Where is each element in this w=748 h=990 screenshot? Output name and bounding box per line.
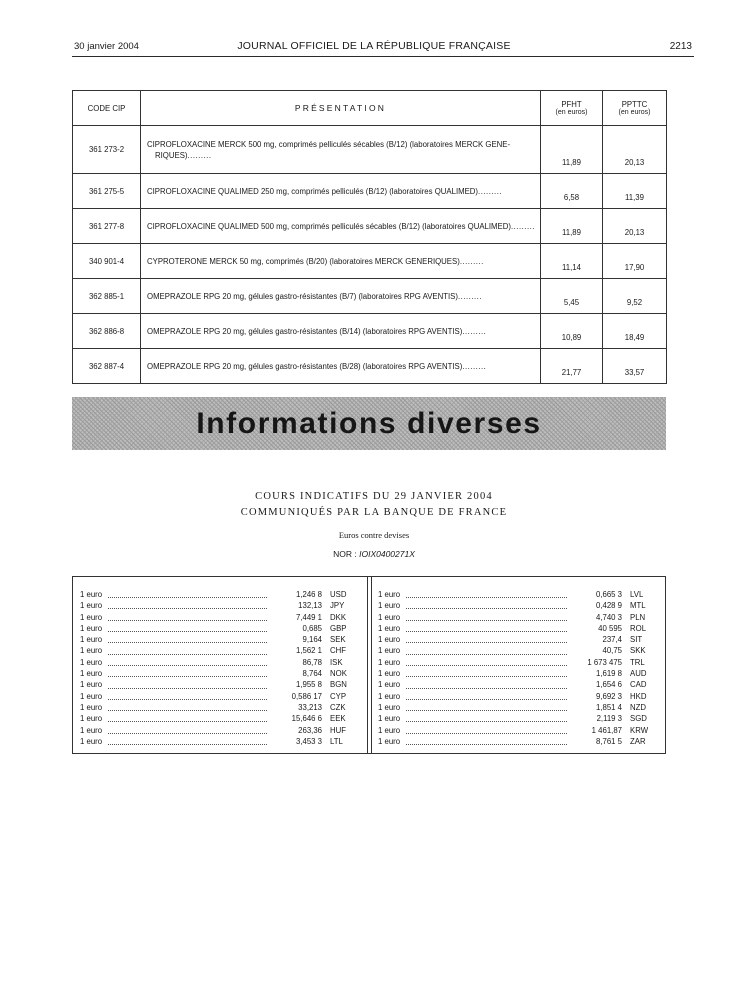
rate-value: 15,646 6	[291, 714, 322, 724]
currency-code: NOK	[330, 669, 347, 679]
dot-leader	[406, 738, 567, 745]
rate-unit: 1 euro	[378, 714, 401, 724]
rate-row	[80, 589, 356, 600]
rate-value: 3,453 3	[295, 736, 322, 746]
currency-code: ISK	[330, 657, 343, 667]
dot-leader	[406, 625, 567, 632]
currency-code: JPY	[330, 601, 345, 611]
column-header-presentation: PRÉSENTATION	[141, 91, 541, 126]
pfht-value: 11,14	[541, 244, 603, 279]
presentation-cell	[141, 279, 541, 314]
table-row	[73, 126, 667, 174]
currency-code: LTL	[330, 736, 343, 746]
dot-leader	[406, 591, 567, 598]
dot-leader	[406, 704, 567, 711]
pfht-value: 5,45	[541, 279, 603, 314]
currency-code: BGN	[330, 680, 347, 690]
ppttc-value: 17,90	[603, 244, 667, 279]
rate-value: 263,36	[298, 725, 322, 735]
rate-unit: 1 euro	[80, 725, 103, 735]
rate-value: 40,75	[602, 646, 622, 656]
rate-value: 9,164	[302, 635, 322, 645]
rate-row	[378, 623, 656, 634]
rate-row	[378, 736, 656, 747]
rate-unit: 1 euro	[80, 623, 103, 633]
nor-ref: IOIX0400271X	[359, 549, 415, 559]
currency-code: SKK	[630, 646, 646, 656]
rate-row	[80, 713, 356, 724]
rate-row	[378, 668, 656, 679]
rate-value: 0,586 17	[291, 691, 322, 701]
column-header-code: CODE CIP	[73, 91, 141, 126]
rate-row	[378, 600, 656, 611]
pfht-label: PFHT	[561, 100, 582, 109]
rate-value: 9,692 3	[595, 691, 622, 701]
dot-leader	[108, 704, 267, 711]
table-row	[73, 349, 667, 384]
rate-row	[80, 634, 356, 645]
rate-value: 1,246 8	[295, 590, 322, 599]
dot-leader: .........	[457, 291, 482, 301]
rates-column-left	[80, 589, 356, 747]
dot-leader	[108, 591, 267, 598]
rate-row	[80, 600, 356, 611]
presentation-cell	[141, 209, 541, 244]
rate-value: 7,449 1	[295, 612, 322, 622]
rate-unit: 1 euro	[378, 646, 401, 656]
dot-leader	[406, 636, 567, 643]
rate-value: 40 595	[598, 623, 622, 633]
rate-unit: 1 euro	[378, 612, 401, 622]
rate-unit: 1 euro	[80, 590, 103, 599]
pfht-value: 21,77	[541, 349, 603, 384]
rate-row	[378, 634, 656, 645]
column-header-pfht	[541, 91, 603, 126]
rate-value: 0,685	[302, 623, 322, 633]
rate-row	[80, 657, 356, 668]
banner-title: Informations diverses	[196, 407, 542, 440]
pfht-value: 6,58	[541, 174, 603, 209]
rate-unit: 1 euro	[378, 725, 401, 735]
ppttc-label: PPTTC	[621, 100, 648, 109]
cip-code: 362 887-4	[73, 349, 141, 384]
currency-code: HUF	[330, 725, 347, 735]
dot-leader	[406, 670, 567, 677]
rate-value: 1,619 8	[595, 669, 622, 679]
rate-row	[80, 668, 356, 679]
currency-code: DKK	[330, 612, 347, 622]
presentation-line2: RIQUES)	[155, 150, 188, 160]
dot-leader	[108, 715, 267, 722]
presentation-line1: CIPROFLOXACINE QUALIMED 250 mg, comprimés pelliculés (B/12) (laboratoires QUALIMED)	[147, 186, 479, 196]
dot-leader	[108, 625, 267, 632]
currency-code: NZD	[630, 702, 647, 712]
rate-unit: 1 euro	[378, 590, 401, 599]
table-row	[73, 279, 667, 314]
presentation-line1: CIPROFLOXACINE MERCK 500 mg, comprimés pelliculés sécables (B/12) (laboratoires MERCK GENE-	[147, 139, 511, 149]
rate-row	[80, 645, 356, 656]
currency-code: CAD	[630, 680, 647, 690]
presentation-line1: CIPROFLOXACINE QUALIMED 500 mg, comprimés pelliculés sécables (B/12) (laboratoires QUALIMED)	[147, 221, 511, 231]
presentation-cell	[141, 174, 541, 209]
nor-reference	[0, 549, 748, 559]
rate-value: 0,665 3	[595, 590, 622, 599]
cip-code: 362 885-1	[73, 279, 141, 314]
rate-value: 132,13	[298, 601, 322, 611]
rate-value: 4,740 3	[595, 612, 622, 622]
rate-unit: 1 euro	[378, 736, 401, 746]
ppttc-unit: (en euros)	[618, 109, 651, 116]
currency-code: USD	[330, 590, 347, 599]
rate-unit: 1 euro	[378, 680, 401, 690]
rate-unit: 1 euro	[80, 646, 103, 656]
dot-leader: .........	[459, 256, 484, 266]
dot-leader: .........	[462, 361, 487, 371]
rate-unit: 1 euro	[80, 669, 103, 679]
rate-row	[378, 679, 656, 690]
dot-leader	[108, 636, 267, 643]
currency-code: CYP	[330, 691, 347, 701]
column-header-ppttc	[603, 91, 667, 126]
rate-unit: 1 euro	[378, 702, 401, 712]
table-row	[73, 209, 667, 244]
journal-title: JOURNAL OFFICIEL DE LA RÉPUBLIQUE FRANÇAISE	[237, 40, 511, 52]
ppttc-value: 11,39	[603, 174, 667, 209]
dot-leader: .........	[187, 150, 212, 160]
currency-code: SGD	[630, 714, 647, 724]
currency-code: TRL	[630, 657, 645, 667]
currency-code: MTL	[630, 601, 646, 611]
rate-unit: 1 euro	[80, 702, 103, 712]
page-number: 2213	[669, 41, 692, 52]
rate-row	[378, 645, 656, 656]
dot-leader	[406, 715, 567, 722]
rates-heading-line1: COURS INDICATIFS DU 29 JANVIER 2004	[255, 491, 493, 502]
rate-row	[378, 725, 656, 736]
table-header-row	[73, 91, 667, 126]
dot-leader	[108, 602, 267, 609]
table-row	[73, 174, 667, 209]
presentation-cell	[141, 349, 541, 384]
ppttc-value: 20,13	[603, 209, 667, 244]
currency-code: SEK	[330, 635, 346, 645]
dot-leader	[108, 693, 267, 700]
currency-code: LVL	[630, 590, 644, 599]
rate-value: 1,955 8	[295, 680, 322, 690]
dot-leader: .........	[462, 326, 487, 336]
rate-row	[378, 657, 656, 668]
rate-value: 1 461,87	[591, 725, 622, 735]
ppttc-value: 18,49	[603, 314, 667, 349]
currency-code: PLN	[630, 612, 646, 622]
drug-price-table	[72, 90, 667, 384]
rate-row	[378, 691, 656, 702]
dot-leader	[108, 727, 267, 734]
rate-row	[80, 691, 356, 702]
presentation-line1: OMEPRAZOLE RPG 20 mg, gélules gastro-résistantes (B/14) (laboratoires RPG AVENTIS)	[147, 326, 463, 336]
rate-value: 33,213	[298, 702, 322, 712]
currency-code: KRW	[630, 725, 649, 735]
currency-code: SIT	[630, 635, 643, 645]
pfht-value: 10,89	[541, 314, 603, 349]
currency-code: AUD	[630, 669, 647, 679]
header-rule	[72, 56, 694, 57]
pfht-value: 11,89	[541, 126, 603, 174]
presentation-line1: OMEPRAZOLE RPG 20 mg, gélules gastro-résistantes (B/7) (laboratoires RPG AVENTIS)	[147, 291, 458, 301]
rate-row	[80, 679, 356, 690]
column-divider	[367, 576, 372, 754]
dot-leader	[406, 727, 567, 734]
presentation-cell	[141, 314, 541, 349]
rate-unit: 1 euro	[378, 635, 401, 645]
currency-code: EEK	[330, 714, 346, 724]
pfht-value: 11,89	[541, 209, 603, 244]
ppttc-value: 9,52	[603, 279, 667, 314]
dot-leader	[406, 693, 567, 700]
rate-unit: 1 euro	[80, 736, 103, 746]
dot-leader	[108, 682, 267, 689]
presentation-line1: CYPROTERONE MERCK 50 mg, comprimés (B/20) (laboratoires MERCK GENERIQUES)	[147, 256, 460, 266]
rates-heading-line2: COMMUNIQUÉS PAR LA BANQUE DE FRANCE	[240, 507, 508, 518]
header-date: 30 janvier 2004	[74, 41, 139, 52]
dot-leader	[108, 614, 267, 621]
table-row	[73, 314, 667, 349]
dot-leader	[108, 738, 267, 745]
presentation-cell	[141, 244, 541, 279]
currency-code: CZK	[330, 702, 346, 712]
presentation-cell	[141, 126, 541, 174]
rate-row	[80, 612, 356, 623]
currency-code: ROL	[630, 623, 647, 633]
rate-unit: 1 euro	[80, 635, 103, 645]
rate-value: 237,4	[602, 635, 622, 645]
rate-row	[80, 623, 356, 634]
ppttc-value: 20,13	[603, 126, 667, 174]
rate-row	[378, 713, 656, 724]
rate-value: 8,761 5	[595, 736, 622, 746]
cip-code: 362 886-8	[73, 314, 141, 349]
rate-unit: 1 euro	[378, 623, 401, 633]
rate-row	[80, 736, 356, 747]
dot-leader: .........	[510, 221, 535, 231]
cip-code: 361 275-5	[73, 174, 141, 209]
rate-value: 8,764	[302, 669, 322, 679]
rate-unit: 1 euro	[80, 612, 103, 622]
dot-leader	[406, 614, 567, 621]
dot-leader	[108, 648, 267, 655]
rate-row	[378, 589, 656, 600]
rate-value: 1,851 4	[595, 702, 622, 712]
dot-leader	[108, 670, 267, 677]
currency-code: HKD	[630, 691, 647, 701]
rate-row	[80, 725, 356, 736]
rate-unit: 1 euro	[80, 657, 103, 667]
rate-unit: 1 euro	[80, 714, 103, 724]
currency-code: GBP	[330, 623, 347, 633]
currency-code: ZAR	[630, 736, 646, 746]
dot-leader	[406, 648, 567, 655]
dot-leader	[108, 659, 267, 666]
rate-row	[378, 612, 656, 623]
rate-value: 1,654 6	[595, 680, 622, 690]
cip-code: 361 273-2	[73, 126, 141, 174]
rates-subtitle: Euros contre devises	[338, 530, 410, 540]
rates-column-right	[378, 589, 656, 747]
pfht-unit: (en euros)	[555, 109, 588, 116]
cip-code: 340 901-4	[73, 244, 141, 279]
presentation-line1: OMEPRAZOLE RPG 20 mg, gélules gastro-résistantes (B/28) (laboratoires RPG AVENTIS)	[147, 361, 463, 371]
dot-leader	[406, 682, 567, 689]
ppttc-value: 33,57	[603, 349, 667, 384]
rate-value: 1 673 475	[587, 657, 622, 667]
dot-leader	[406, 659, 567, 666]
cip-code: 361 277-8	[73, 209, 141, 244]
rate-unit: 1 euro	[80, 691, 103, 701]
rate-value: 2,119 3	[596, 714, 622, 724]
rate-unit: 1 euro	[80, 601, 103, 611]
dot-leader: .........	[478, 186, 503, 196]
rate-row	[378, 702, 656, 713]
rate-unit: 1 euro	[378, 601, 401, 611]
rate-unit: 1 euro	[378, 691, 401, 701]
rate-row	[80, 702, 356, 713]
rate-value: 0,428 9	[595, 601, 622, 611]
dot-leader	[406, 602, 567, 609]
rate-unit: 1 euro	[80, 680, 103, 690]
table-row	[73, 244, 667, 279]
nor-label: NOR :	[333, 549, 357, 559]
rate-value: 86,78	[302, 657, 322, 667]
rate-unit: 1 euro	[378, 669, 401, 679]
rate-unit: 1 euro	[378, 657, 401, 667]
rate-value: 1,562 1	[295, 646, 322, 656]
currency-code: CHF	[330, 646, 347, 656]
